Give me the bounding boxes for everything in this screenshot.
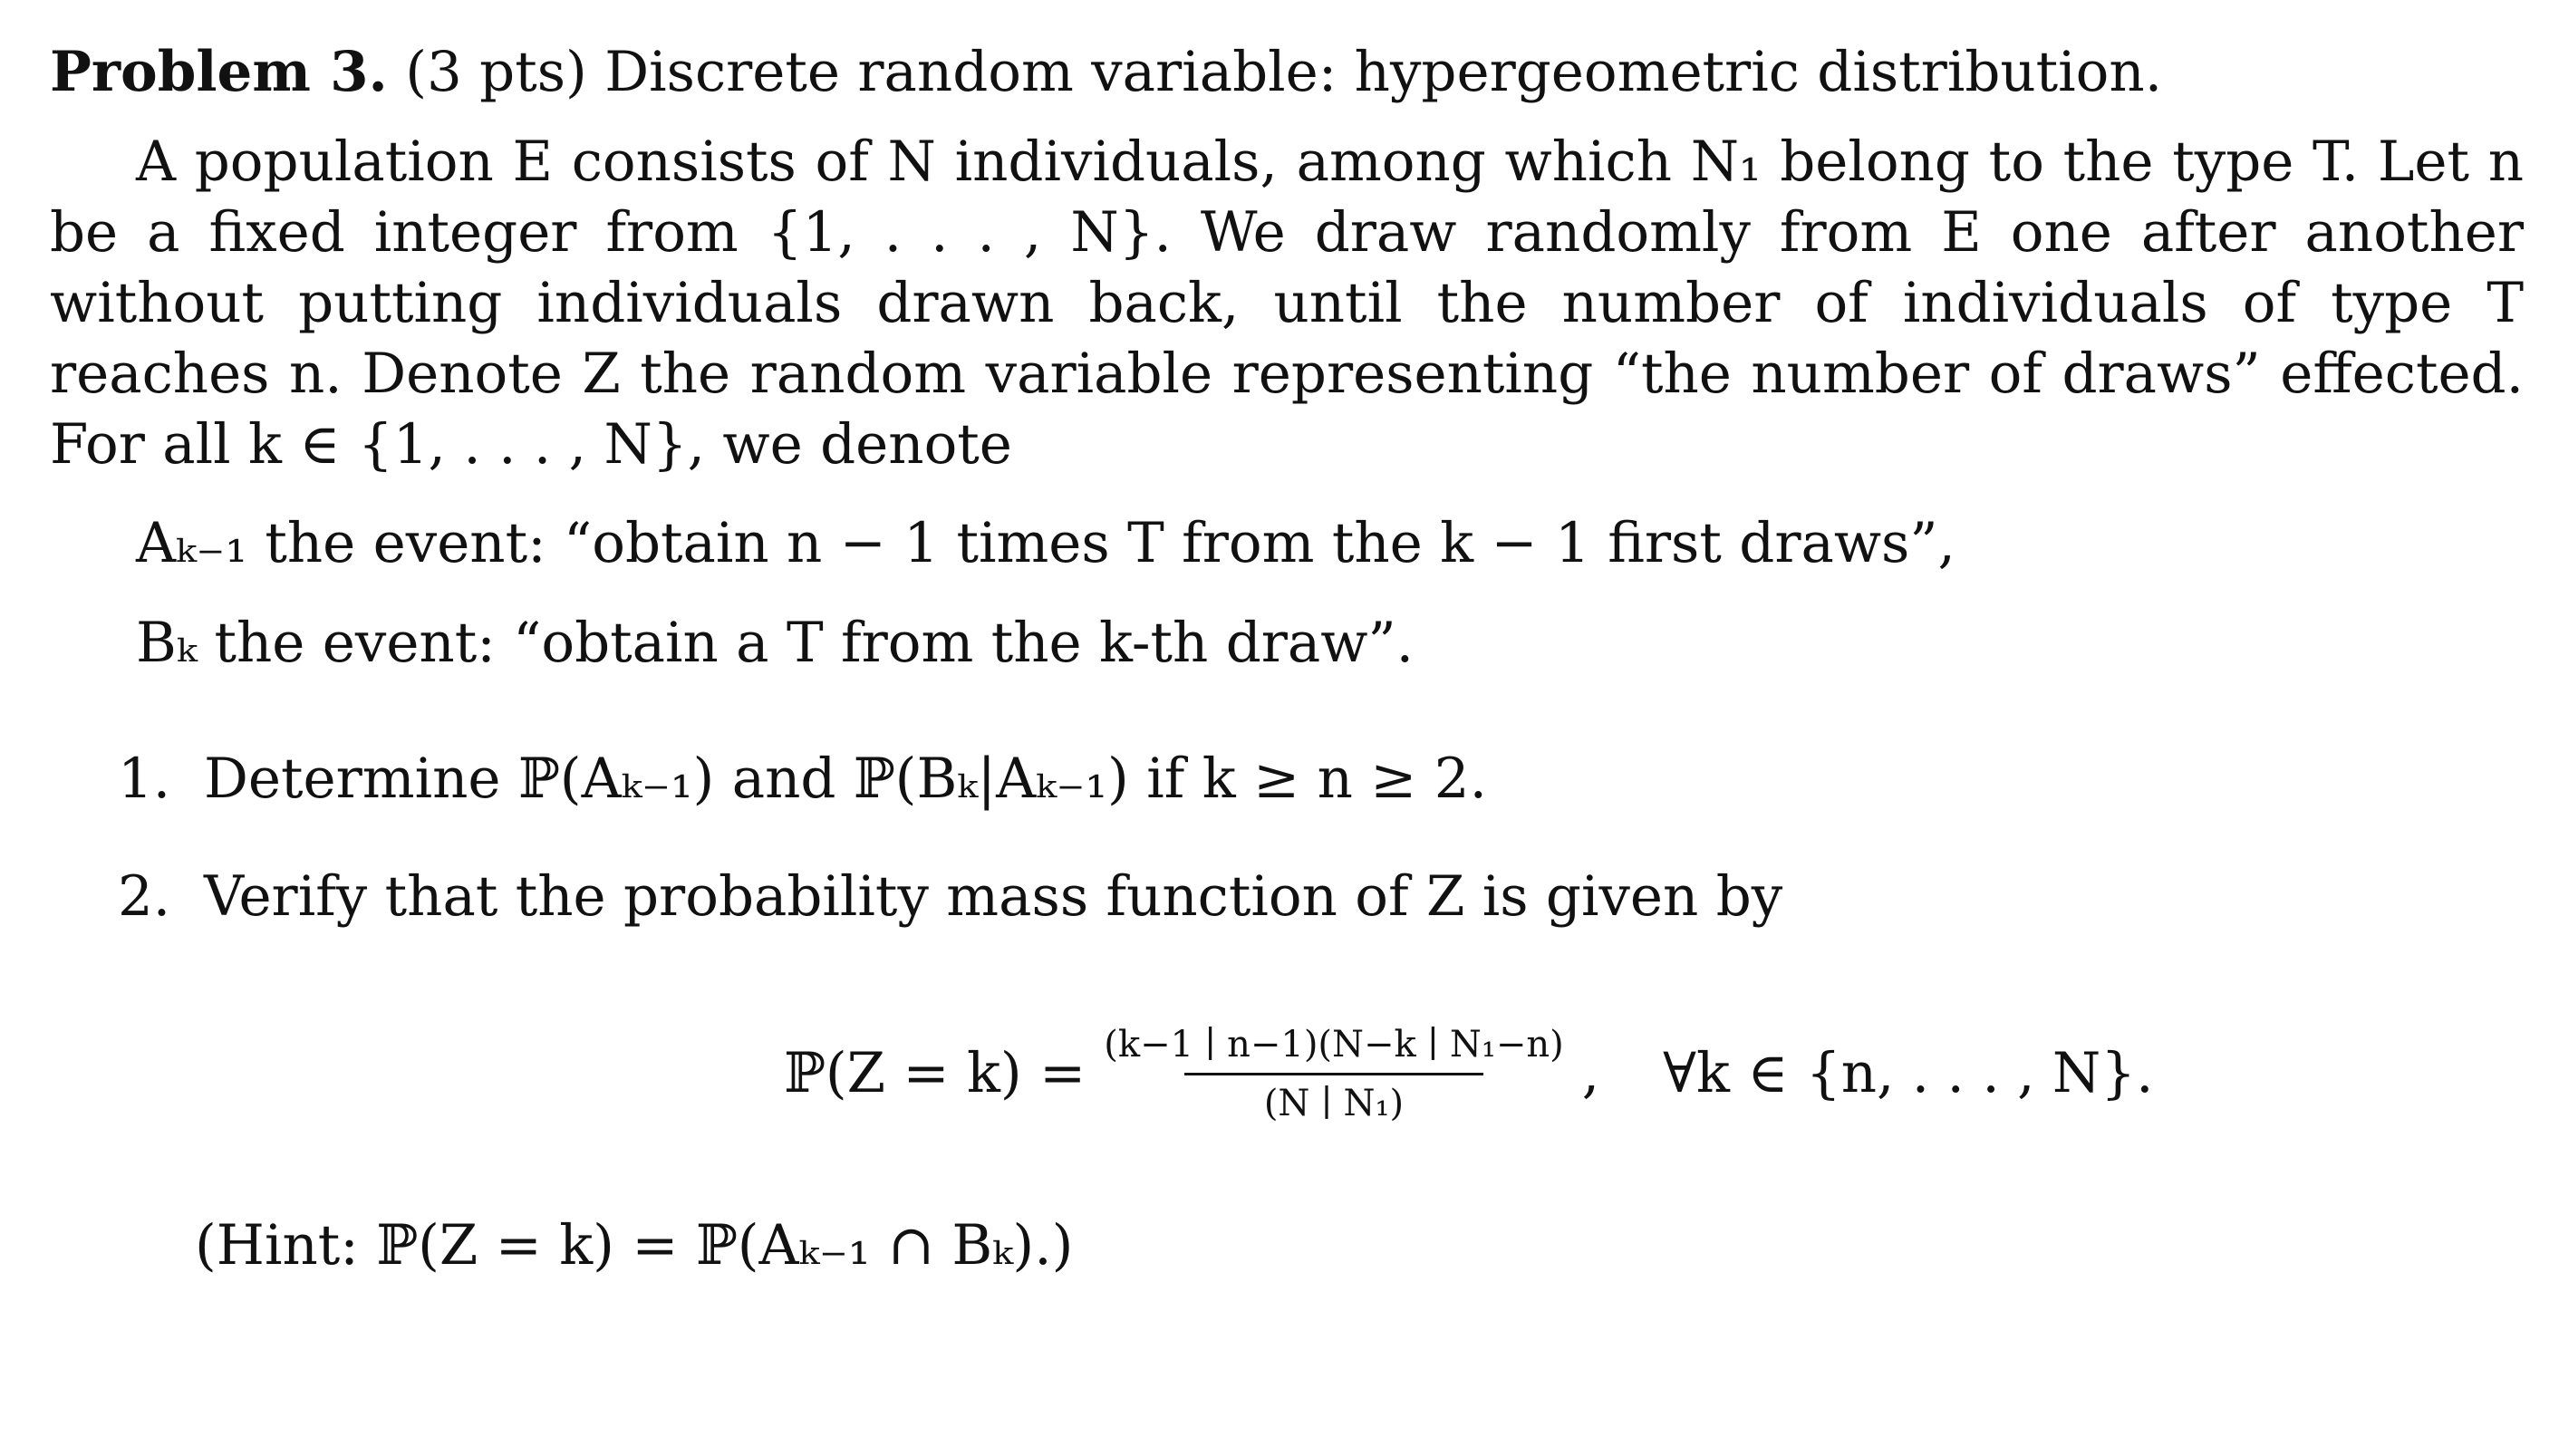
list-item-text: Determine ℙ(Aₖ₋₁) and ℙ(Bₖ|Aₖ₋₁) if k ≥ n ≥ 2. bbox=[204, 747, 1487, 811]
list-item-number: 1. bbox=[118, 747, 171, 811]
formula-denominator: (N ∣ N₁) bbox=[1263, 1082, 1405, 1124]
event-b: Bₖ the event: “obtain a T from the k-th draw”. bbox=[136, 611, 1415, 675]
problem-subtitle: (3 pts) Discrete random variable: hypergeometric distribution. bbox=[405, 40, 2163, 104]
hint-text: (Hint: ℙ(Z = k) = ℙ(Aₖ₋₁ ∩ Bₖ).) bbox=[195, 1213, 1074, 1278]
problem-page bbox=[50, 27, 2524, 1282]
formula-fraction bbox=[1104, 1022, 1564, 1126]
formula-comma: , bbox=[1581, 1041, 1600, 1105]
problem-paragraph: A population E consists of N individuals, among which N₁ belong to the type T. Let n be a fixed integer from {1, . . . , N}. We draw randomly from E one after another without putting individuals drawn back, until the number of individuals of type T reaches n. Denote Z the random variable representing “the number of draws” effected. For all k ∈ {1, . . . , N}, we denote bbox=[50, 130, 2524, 477]
formula-domain: ∀k ∈ {n, . . . , N}. bbox=[1663, 1041, 2154, 1105]
list-item bbox=[118, 861, 2524, 933]
list-item bbox=[118, 743, 2524, 815]
pmf-formula bbox=[784, 983, 2524, 1164]
formula-numerator: (k−1 ∣ n−1)(N−k ∣ N₁−n) bbox=[1104, 1023, 1564, 1065]
list-item-number: 2. bbox=[118, 864, 171, 929]
problem-heading: Problem 3. bbox=[50, 40, 388, 104]
problem-title bbox=[50, 27, 2524, 118]
formula-lhs: ℙ(Z = k) = bbox=[784, 1041, 1086, 1105]
event-a: Aₖ₋₁ the event: “obtain n − 1 times T from the k − 1 first draws”, bbox=[136, 511, 1955, 575]
fraction-bar bbox=[1184, 1073, 1483, 1075]
list-item-text: Verify that the probability mass function of Z is given by bbox=[204, 864, 1783, 929]
